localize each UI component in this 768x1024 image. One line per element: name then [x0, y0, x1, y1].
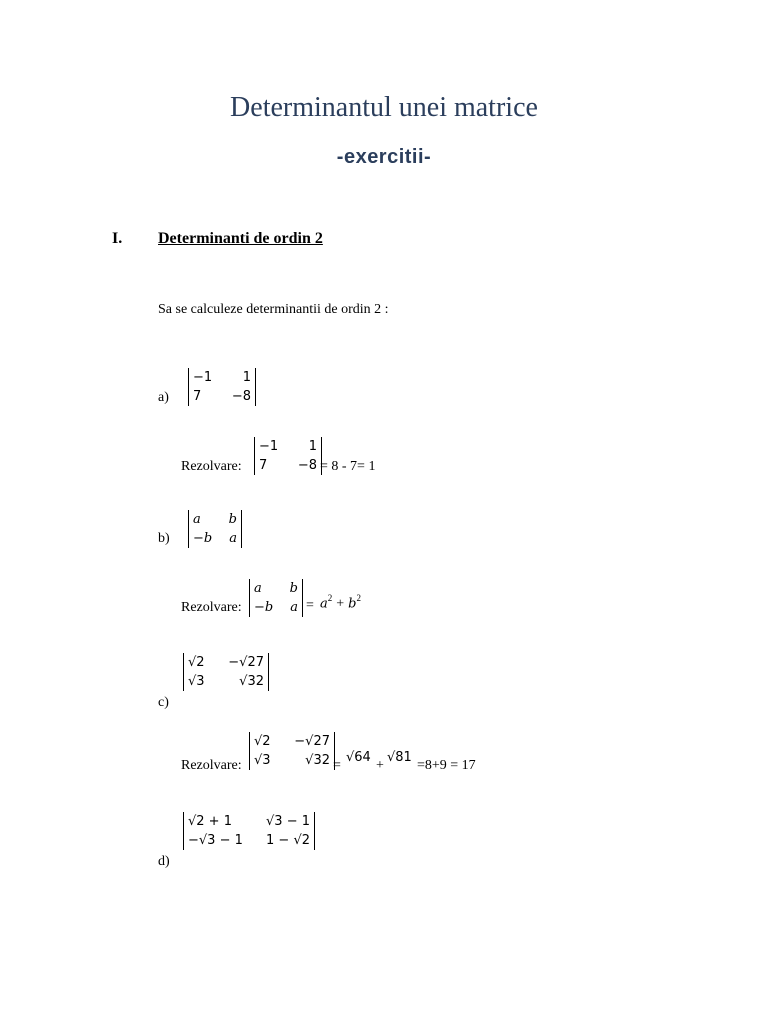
det-c-cell: −√27 [228, 655, 264, 670]
det-c-cell: √2 [188, 655, 205, 670]
det-b-cell: −b [254, 600, 274, 615]
sqrt-64: √64 [346, 750, 371, 765]
solution-equals-c: = [333, 758, 341, 773]
det-b-cell: a [254, 581, 262, 596]
det-b-cell: −b [193, 531, 213, 546]
solution-label-b: Rezolvare: [181, 600, 242, 615]
det-c-cell: −√27 [294, 734, 330, 749]
determinant-a [188, 368, 256, 406]
det-d-cell: √3 − 1 [266, 814, 310, 829]
det-d-cell: −√3 − 1 [188, 833, 243, 848]
det-b-cell: a [193, 512, 201, 527]
page-title: Determinantul unei matrice [230, 92, 538, 123]
determinant-c [183, 653, 269, 691]
det-a-cell: 1 [308, 439, 317, 454]
det-a-cell: 1 [242, 370, 251, 385]
det-c-cell: √32 [305, 753, 330, 768]
det-b-cell: b [228, 512, 237, 527]
det-d-cell: √2 + 1 [188, 814, 232, 829]
det-b-cell: b [289, 581, 298, 596]
plus-sign: + [336, 596, 345, 612]
exponent: 2 [356, 593, 361, 603]
determinant-d [183, 812, 315, 850]
exponent: 2 [327, 593, 333, 603]
solution-label-c: Rezolvare: [181, 758, 242, 773]
det-c-cell: √3 [254, 753, 271, 768]
plus-sign: + [376, 758, 384, 773]
det-c-cell: √2 [254, 734, 271, 749]
solution-determinant-c [249, 732, 335, 770]
exercise-label-b: b) [158, 531, 170, 546]
exercise-instructions: Sa se calculeze determinantii de ordin 2 : [158, 302, 389, 317]
det-b-cell: a [229, 531, 237, 546]
exercise-label-c: c) [158, 695, 169, 710]
det-a-cell: 7 [193, 389, 202, 404]
page-subtitle: -exercitii- [336, 146, 432, 168]
det-c-cell: √3 [188, 674, 205, 689]
solution-equals-b: = [306, 598, 314, 613]
solution-label-a: Rezolvare: [181, 459, 242, 474]
sqrt-81: √81 [387, 750, 412, 765]
solution-result-a: = 8 - 7= 1 [320, 459, 376, 474]
solution-result-b [320, 593, 361, 612]
exercise-label-d: d) [158, 854, 170, 869]
det-c-cell: √32 [239, 674, 264, 689]
determinant-b [188, 510, 242, 548]
solution-determinant-b [249, 579, 303, 617]
solution-determinant-a [254, 437, 322, 475]
term-b: b [348, 596, 357, 612]
exercise-label-a: a) [158, 390, 169, 405]
det-a-cell: −1 [193, 370, 213, 385]
section-heading: Determinanti de ordin 2 [158, 230, 323, 247]
term-a: a [320, 596, 328, 612]
solution-result-c: =8+9 = 17 [417, 758, 476, 773]
section-number: I. [112, 230, 123, 247]
det-a-cell: 7 [259, 458, 268, 473]
det-a-cell: −1 [259, 439, 279, 454]
det-b-cell: a [290, 600, 298, 615]
det-d-cell: 1 − √2 [266, 833, 310, 848]
det-a-cell: −8 [297, 458, 317, 473]
det-a-cell: −8 [231, 389, 251, 404]
